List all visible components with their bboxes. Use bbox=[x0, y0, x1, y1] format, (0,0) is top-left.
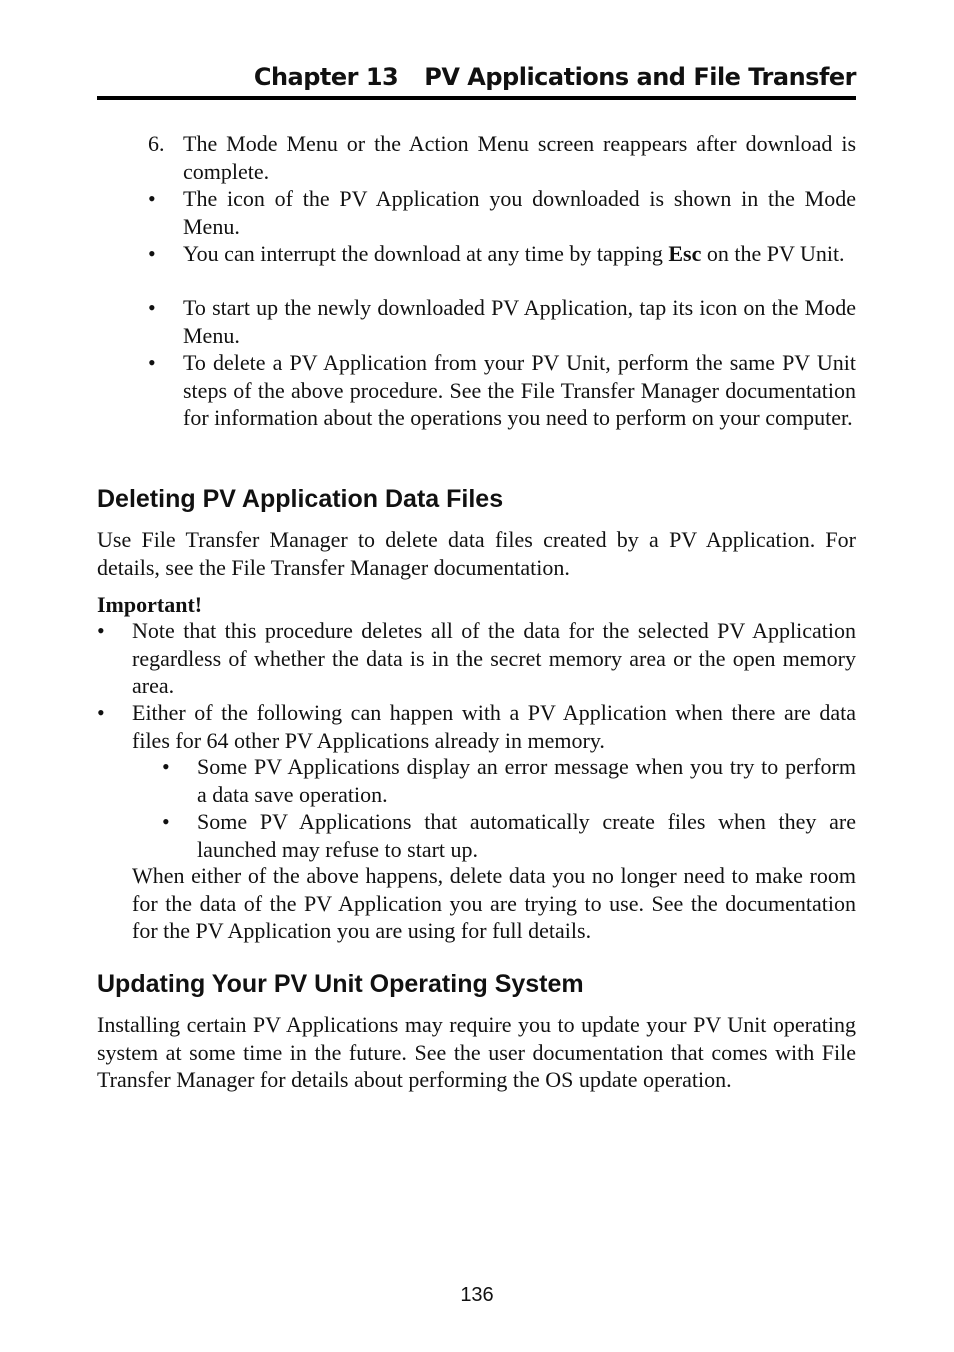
bullet-marker: • bbox=[97, 618, 105, 643]
note-text-before: You can interrupt the download at any time by tapping bbox=[183, 241, 669, 266]
bullet-marker: • bbox=[148, 350, 156, 375]
section-heading: Deleting PV Application Data Files bbox=[97, 485, 504, 513]
bullet-marker: • bbox=[148, 241, 156, 266]
page-number: 136 bbox=[460, 1284, 494, 1306]
bullet-marker: • bbox=[148, 295, 156, 320]
bullet-marker: • bbox=[148, 186, 156, 211]
section-heading: Updating Your PV Unit Operating System bbox=[97, 970, 584, 998]
step-text: The Mode Menu or the Action Menu screen reappears after download is complete. bbox=[183, 131, 856, 184]
step-number: 6. bbox=[148, 131, 165, 156]
running-header bbox=[97, 60, 856, 94]
bullet-marker: • bbox=[97, 700, 105, 725]
important-label: Important! bbox=[97, 592, 203, 617]
section-body: Installing certain PV Applications may require you to update your PV Unit operating system at some time in the future. See the user documentation that comes with File Transfer Manager for details about performing the OS update operation. bbox=[97, 1012, 856, 1092]
note-text: The icon of the PV Application you downloaded is shown in the Mode Menu. bbox=[183, 186, 856, 239]
bullet-marker: • bbox=[162, 754, 170, 779]
bullet-marker: • bbox=[162, 809, 170, 834]
chapter-title: PV Applications and File Transfer bbox=[424, 63, 856, 91]
bullet-text: Either of the following can happen with a PV Application when there are data files for 64 other PV Applications already in memory. bbox=[132, 700, 856, 753]
header-rule bbox=[97, 96, 856, 100]
esc-key-label: Esc bbox=[668, 241, 702, 266]
note-text-after: on the PV Unit. bbox=[701, 241, 845, 266]
bullet-text: Note that this procedure deletes all of the data for the selected PV Application regardless of whether the data is in the secret memory area or the open memory area. bbox=[132, 618, 856, 698]
sub-bullet-text: Some PV Applications display an error message when you try to perform a data save operation. bbox=[197, 754, 856, 807]
note-text: To start up the newly downloaded PV Application, tap its icon on the Mode Menu. bbox=[183, 295, 856, 348]
section-intro: Use File Transfer Manager to delete data files created by a PV Application. For details, see the File Transfer Manager documentation. bbox=[97, 527, 856, 580]
note-text: To delete a PV Application from your PV Unit, perform the same PV Unit steps of the above procedure. See the File Transfer Manager documentation for information about the operations you need to perform on your computer. bbox=[183, 350, 856, 430]
closing-paragraph: When either of the above happens, delete data you no longer need to make room for the data of the PV Application you are trying to use. See the documentation for the PV Application you are using for full details. bbox=[132, 863, 856, 943]
chapter-number: Chapter 13 bbox=[253, 63, 399, 91]
sub-bullet-text: Some PV Applications that automatically create files when they are launched may refuse to start up. bbox=[197, 809, 856, 862]
note-text bbox=[183, 240, 856, 268]
